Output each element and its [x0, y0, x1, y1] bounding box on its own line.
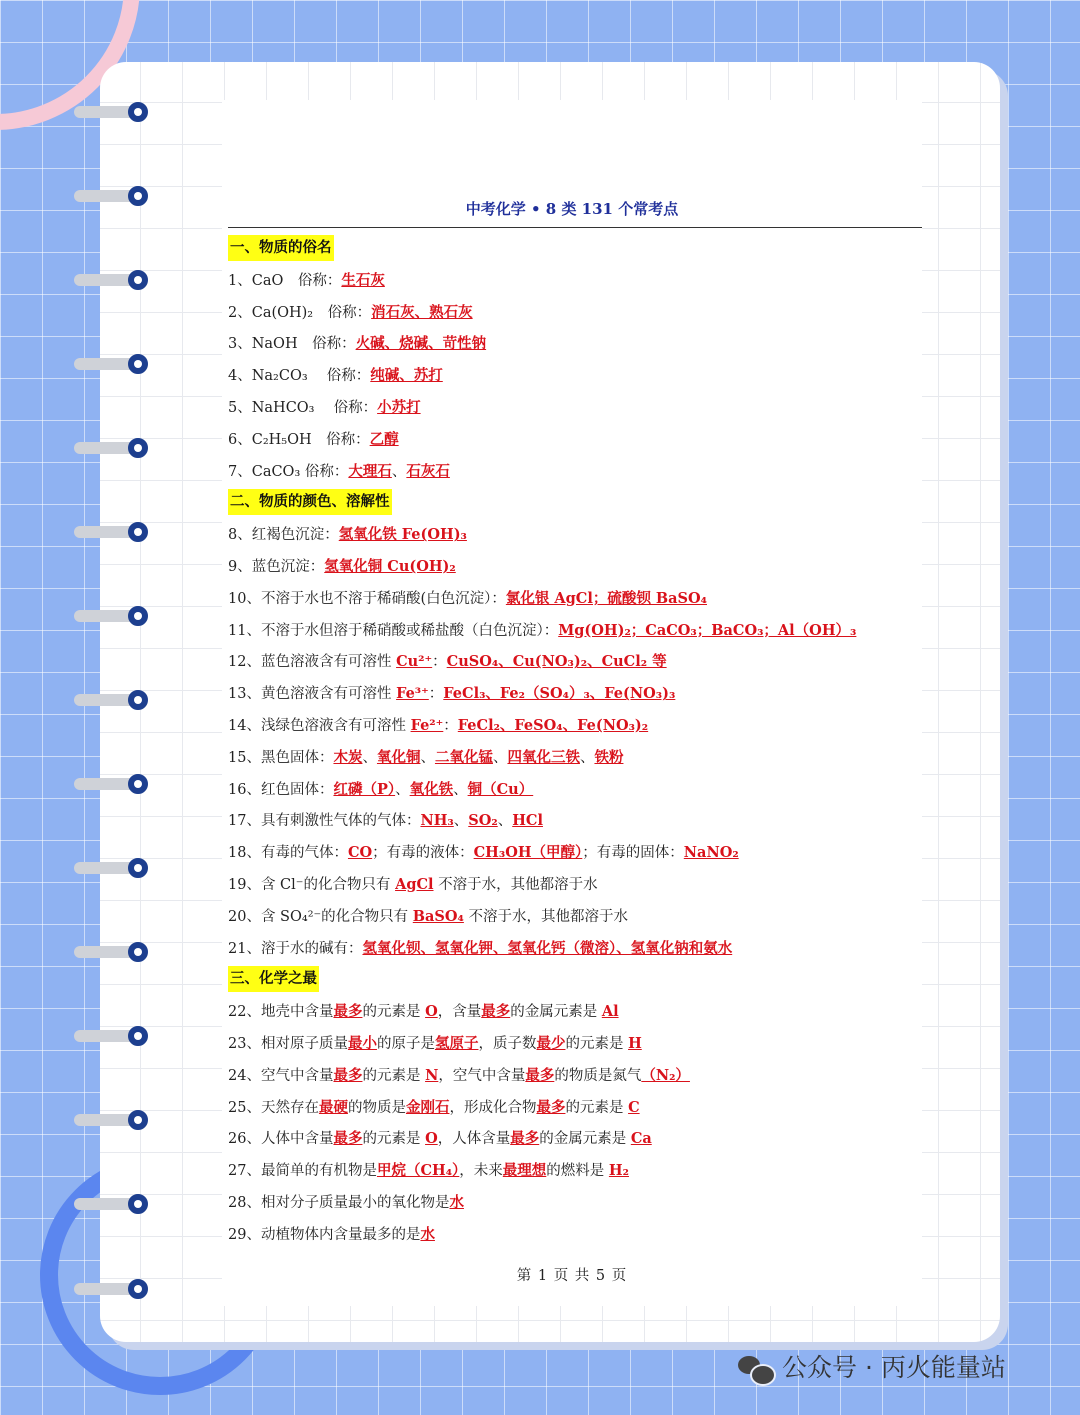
answer-text: CuSO₄、Cu(NO₃)₂、CuCl₂ 等 [446, 653, 667, 671]
answer-text: 氧化铁 [409, 780, 454, 798]
list-item [228, 360, 922, 392]
answer-text: 铁粉 [594, 748, 624, 766]
question-text: 9、蓝色沉淀： [228, 558, 325, 575]
answer-text: Mg(OH)₂；CaCO₃；BaCO₃；Al（OH）₃ [558, 621, 857, 639]
answer-text: O [425, 1003, 438, 1021]
question-text: 的元素是 [565, 1099, 629, 1116]
question-text: 、 [395, 781, 410, 798]
question-text: 27、最简单的有机物是 [228, 1163, 377, 1180]
question-text: ： [428, 686, 444, 703]
list-item [228, 869, 922, 901]
list-item [228, 1123, 922, 1155]
answer-text: 最多 [481, 1003, 511, 1021]
question-text: 的金属元素是 [539, 1131, 631, 1148]
answer-text: （N₂） [641, 1066, 690, 1084]
question-text: 7、CaCO₃ 俗称： [228, 463, 349, 480]
question-text: ，空气中含量 [438, 1067, 526, 1084]
binder-ring [74, 1193, 146, 1215]
binder-ring [74, 857, 146, 879]
answer-text: 最多 [333, 1003, 363, 1021]
question-text: ，人体含量 [437, 1131, 511, 1148]
question-text: 24、空气中含量 [228, 1067, 334, 1084]
answer-text: FeCl₂、FeSO₄、Fe(NO₃)₂ [457, 716, 649, 734]
answer-text: Fe³⁺ [396, 685, 429, 703]
question-text: 18、有毒的气体： [228, 845, 348, 862]
question-text: 15、黑色固体： [228, 749, 334, 766]
list-item [228, 424, 922, 456]
answer-text: 小苏打 [377, 398, 421, 416]
answer-text: N [425, 1066, 439, 1084]
question-text: ，形成化合物 [449, 1099, 537, 1116]
question-text: 28、相对分子质量最小的氧化物是 [228, 1194, 450, 1211]
question-text: 、 [453, 813, 469, 830]
question-text: ，含量 [437, 1004, 482, 1021]
document-sheet [222, 100, 922, 1306]
question-text: 16、红色固体： [228, 781, 334, 798]
question-text: ，质子数 [478, 1035, 537, 1052]
binder-ring [74, 941, 146, 963]
list-item [228, 901, 922, 933]
watermark [738, 1348, 1006, 1388]
binder-ring [74, 1278, 146, 1300]
question-text: 的元素是 [362, 1067, 426, 1084]
section-heading: 三、化学之最 [228, 966, 319, 992]
question-text: 、 [362, 749, 377, 766]
answer-text: BaSO₄ [412, 907, 464, 925]
question-text: 20、含 SO₄²⁻的化合物只有 [228, 908, 413, 925]
answer-text: O [425, 1130, 438, 1148]
answer-text: 最理想 [502, 1162, 547, 1180]
list-item [228, 392, 922, 424]
question-text: 5、NaHCO₃ 俗称： [228, 399, 378, 416]
question-text: 29、动植物体内含量最多的是 [228, 1226, 421, 1243]
question-text: 6、C₂H₅OH 俗称： [228, 431, 370, 448]
question-text: 、 [453, 781, 468, 798]
question-text: ： [443, 717, 458, 734]
question-text: 、 [579, 749, 595, 766]
question-text: 1、CaO 俗称： [228, 272, 342, 289]
answer-text: 氢原子 [434, 1034, 479, 1052]
question-text: 3、NaOH 俗称： [228, 336, 356, 353]
question-text: 2、Ca(OH)₂ 俗称： [228, 304, 372, 321]
answer-text: 氯化银 AgCl；硫酸钡 BaSO₄ [505, 589, 707, 607]
list-item [228, 805, 922, 837]
answer-text: Al [601, 1003, 619, 1021]
answer-text: 纯碱、苏打 [370, 367, 443, 385]
answer-text: 最多 [525, 1066, 555, 1084]
question-text: 4、Na₂CO₃ 俗称： [228, 368, 371, 385]
binder-ring [74, 605, 146, 627]
answer-text: Fe²⁺ [410, 716, 444, 734]
list-item [228, 328, 922, 360]
binder-ring [74, 353, 146, 375]
answer-text: Ca [630, 1130, 652, 1148]
question-text: 不溶于水，其他都溶于水 [463, 908, 628, 925]
document-body [228, 233, 922, 1251]
answer-text: 火碱、烧碱、苛性钠 [355, 335, 487, 353]
answer-text: CH₃OH（甲醇） [473, 844, 583, 862]
answer-text: 最小 [347, 1034, 377, 1052]
answer-text: 四氧化三铁 [507, 748, 580, 766]
answer-text: CO [347, 844, 373, 862]
answer-text: 水 [449, 1193, 464, 1211]
question-text: 17、具有刺激性气体的气体： [228, 813, 421, 830]
section-heading: 二、物质的颜色、溶解性 [228, 489, 392, 515]
answer-text: NaNO₂ [683, 844, 739, 862]
question-text: 12、蓝色溶液含有可溶性 [228, 654, 397, 671]
answer-text: 最多 [333, 1130, 363, 1148]
question-text: ： [432, 654, 447, 671]
section-heading-row [228, 233, 922, 265]
binder-ring [74, 689, 146, 711]
question-text: 的物质是 [347, 1099, 406, 1116]
watermark-text: 公众号 · 丙火能量站 [782, 1353, 1006, 1382]
question-text: 23、相对原子质量 [228, 1035, 348, 1052]
question-text: ；有毒的液体： [372, 845, 474, 862]
section-heading-row [228, 964, 922, 996]
question-text: 11、不溶于水但溶于稀硝酸或稀盐酸（白色沉淀）： [228, 622, 559, 639]
question-text: 25、天然存在 [228, 1099, 319, 1116]
binder-ring [74, 185, 146, 207]
list-item [228, 265, 922, 297]
question-text: 的原子是 [376, 1035, 435, 1052]
question-text: 、 [497, 813, 513, 830]
answer-text: 红磷（P） [333, 780, 396, 798]
answer-text: 氢氧化钡、氢氧化钾、氢氧化钙（微溶）、氢氧化钠和氨水 [362, 939, 733, 957]
binder-ring [74, 437, 146, 459]
answer-text: 氢氧化铜 Cu(OH)₂ [324, 557, 456, 575]
question-text: ，未来 [459, 1163, 503, 1180]
list-item [228, 646, 922, 678]
question-text: 不溶于水，其他都溶于水 [433, 876, 598, 893]
question-text: 的元素是 [565, 1035, 629, 1052]
answer-text: Cu²⁺ [396, 653, 433, 671]
answer-text: 氢氧化铁 Fe(OH)₃ [338, 526, 467, 544]
question-text: 的元素是 [362, 1131, 426, 1148]
question-text: 19、含 Cl⁻的化合物只有 [228, 876, 396, 893]
notebook-page [100, 62, 1000, 1342]
answer-text: 消石灰、熟石灰 [371, 303, 473, 321]
answer-text: C [628, 1098, 640, 1116]
list-item [228, 551, 922, 583]
answer-text: 大理石 [348, 462, 392, 480]
answer-text: 石灰石 [406, 462, 450, 480]
answer-text: 最多 [510, 1130, 540, 1148]
answer-text: AgCl [395, 875, 434, 893]
list-item [228, 774, 922, 806]
answer-text: SO₂ [468, 812, 498, 830]
list-item [228, 678, 922, 710]
answer-text: 乙醇 [369, 430, 399, 448]
answer-text: 氧化铜 [376, 748, 421, 766]
answer-text: 二氧化锰 [434, 748, 493, 766]
list-item [228, 1219, 922, 1251]
question-text: 14、浅绿色溶液含有可溶性 [228, 717, 411, 734]
list-item [228, 996, 922, 1028]
section-heading: 一、物质的俗名 [228, 235, 334, 261]
question-text: 、 [492, 749, 508, 766]
answer-text: 木炭 [333, 748, 363, 766]
question-text: 22、地壳中含量 [228, 1004, 334, 1021]
list-item [228, 1092, 922, 1124]
list-item [228, 710, 922, 742]
list-item [228, 297, 922, 329]
answer-text: 水 [420, 1225, 435, 1243]
title-divider [228, 227, 922, 228]
answer-text: 铜（Cu） [467, 780, 534, 798]
answer-text: NH₃ [420, 812, 454, 830]
list-item [228, 456, 922, 488]
answer-text: H [628, 1034, 642, 1052]
question-text: 26、人体中含量 [228, 1131, 334, 1148]
answer-text: FeCl₃、Fe₂（SO₄）₃、Fe(NO₃)₃ [443, 685, 676, 703]
answer-text: 甲烷（CH₄） [376, 1162, 460, 1180]
answer-text: 最多 [536, 1098, 566, 1116]
list-item [228, 519, 922, 551]
question-text: ；有毒的固体： [582, 845, 684, 862]
list-item [228, 1028, 922, 1060]
question-text: 的元素是 [362, 1004, 426, 1021]
binder-ring [74, 1109, 146, 1131]
binder-ring [74, 269, 146, 291]
wechat-icon [738, 1354, 774, 1384]
list-item [228, 742, 922, 774]
section-heading-row [228, 487, 922, 519]
list-item [228, 1187, 922, 1219]
page-footer: 第 1 页 共 5 页 [516, 1268, 628, 1284]
answer-text: 最硬 [318, 1098, 348, 1116]
document-title: 中考化学 • 8 类 131 个常考点 [465, 200, 679, 218]
binder-ring [74, 101, 146, 123]
question-text: 、 [391, 463, 407, 480]
list-item [228, 837, 922, 869]
list-item [228, 1060, 922, 1092]
question-text: 21、溶于水的碱有： [228, 940, 363, 957]
answer-text: 最少 [536, 1034, 566, 1052]
question-text: 10、不溶于水也不溶于稀硝酸(白色沉淀）： [228, 590, 506, 607]
question-text: 的金属元素是 [510, 1004, 602, 1021]
answer-text: HCl [512, 812, 543, 830]
list-item [228, 1155, 922, 1187]
answer-text: H₂ [608, 1162, 629, 1180]
answer-text: 最多 [333, 1066, 363, 1084]
binder-ring [74, 521, 146, 543]
question-text: 的物质是氮气 [554, 1067, 642, 1084]
list-item [228, 933, 922, 965]
binder-ring [74, 773, 146, 795]
answer-text: 生石灰 [341, 271, 385, 289]
question-text: 的燃料是 [546, 1163, 609, 1180]
question-text: 8、红褐色沉淀： [228, 527, 339, 544]
list-item [228, 615, 922, 647]
answer-text: 金刚石 [405, 1098, 450, 1116]
list-item [228, 583, 922, 615]
question-text: 、 [420, 749, 435, 766]
binder-ring [74, 1025, 146, 1047]
question-text: 13、黄色溶液含有可溶性 [228, 686, 397, 703]
